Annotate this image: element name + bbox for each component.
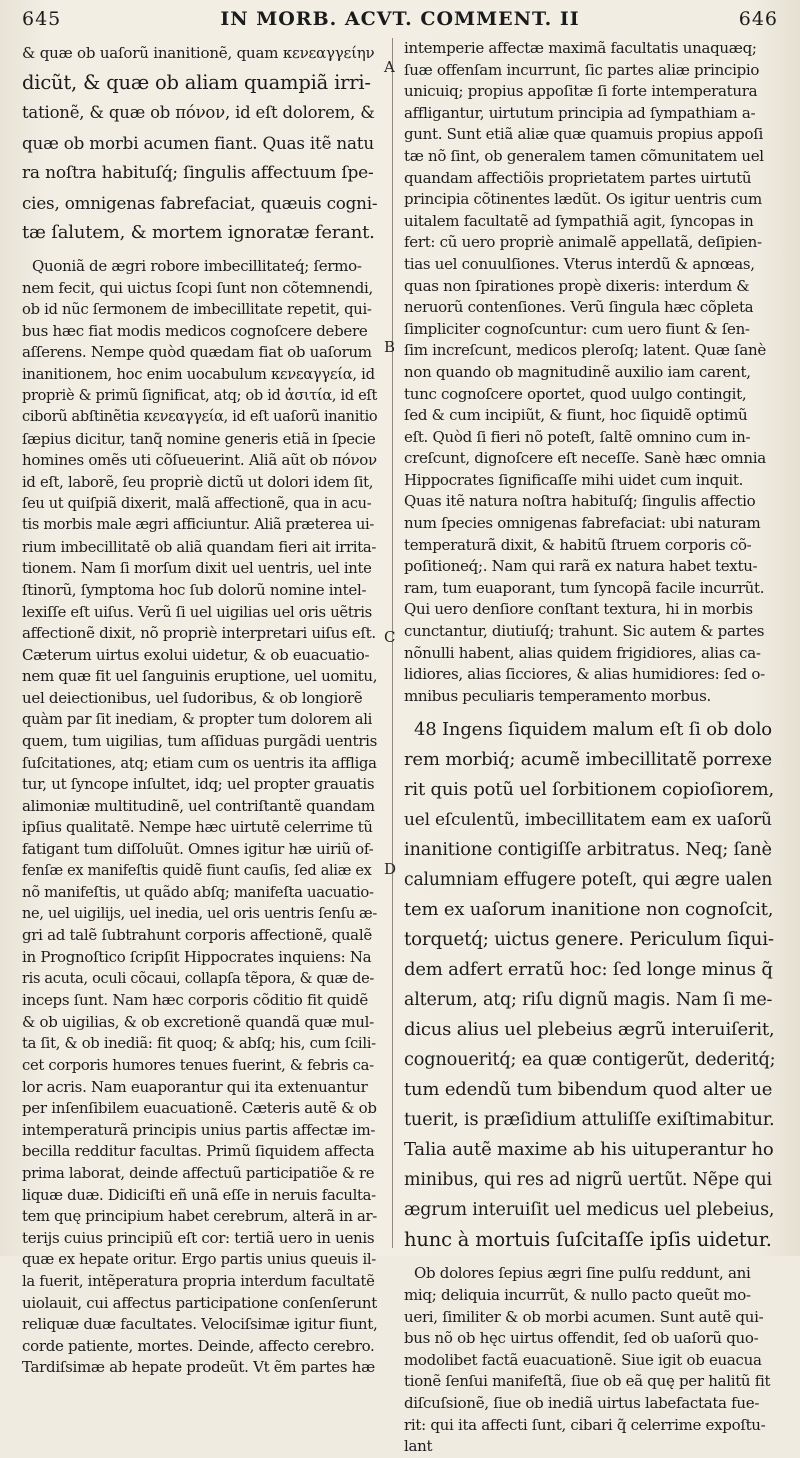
text-line: non quando ob magnitudinẽ auxilio iam carent,	[404, 362, 751, 381]
text-line: tis morbis male ægri afficiuntur. Aliã præterea ui-	[22, 517, 374, 534]
text-line: rit: qui ita affecti ſunt, cibari q̃ celerrime expoſtu-	[404, 1415, 766, 1434]
text-line: & ob uigilias, & ob excretionẽ quandã quæ mul-	[22, 1012, 374, 1031]
text-line: uiolauit, cui affectus participatione conſenſerunt	[22, 1293, 377, 1312]
text-line: in Prognoſtico ſcripſit Hippocrates inquiens: Na	[22, 948, 372, 966]
text-line: bus hæc fiat modis medicos cognoſcere debere	[22, 321, 368, 340]
text-line: quem, tum uigilias, tum aſſiduas purgãdi uentris	[22, 732, 378, 751]
text-line: Quoniã de ægri robore imbecillitateq́; ſermo-	[32, 257, 362, 275]
text-line: ſtinorũ, ſymptoma hoc ſub dolorũ nomine intel-	[22, 580, 367, 599]
text-line: rem morbiq́; acumẽ imbecillitatẽ porrexe	[404, 749, 772, 771]
text-line: affectionẽ dixit, nõ propriè interpretari uiſus eſt.	[22, 624, 376, 643]
right-text-block-3	[404, 1263, 776, 1457]
text-line: lant	[404, 1437, 433, 1456]
text-line: dem adfert erratũ hoc: ſed longe minus q̃	[404, 959, 773, 981]
text-line: dicũt, & quæ ob aliam quampiã irri-	[22, 71, 371, 94]
text-line: per inſenſibilem euacuationẽ. Cæteris autẽ & ob	[22, 1099, 377, 1118]
text-line: ob id nũc ſermonem de imbecillitate repetit, qui-	[22, 301, 372, 319]
text-line: nõ manifeſtis, ut quãdo abſq; manifeſta uacuatio-	[22, 884, 374, 902]
text-line: tias uel conuulſiones. Vterus interdũ & apnœas,	[404, 254, 755, 273]
text-line: ſuæ offenſam incurrunt, ſic partes aliæ principio	[404, 60, 760, 79]
left-text-block-2	[22, 256, 377, 1379]
text-line: nõnulli habent, alias quidem frigidiores, alias ca-	[404, 643, 761, 662]
text-line: gunt. Sunt etiã aliæ quæ quamuis propius appoſi	[404, 125, 763, 144]
text-line: id eſt, laborẽ, ſeu propriè dictũ ut dolori idem ſit,	[22, 473, 374, 491]
text-line: ris acuta, oculi cõcaui, collapſa tẽpora, & quæ de-	[22, 970, 375, 987]
text-line: liquæ duæ. Didiciſti eñ unã eſſe in neruis faculta-	[22, 1186, 376, 1204]
text-line: lor acris. Nam euaporantur qui ita extenuantur	[22, 1077, 368, 1096]
text-line: quæ ex hepate oritur. Ergo partis unius queuis il-	[22, 1251, 376, 1269]
text-line: homines omẽs uti cõſueuerint. Aliã aũt ob πόνον	[22, 451, 377, 470]
text-line: alimoniæ multitudinẽ, uel contriſtantẽ quandam	[22, 796, 375, 815]
text-line: ram, tum euaporant, tum ſyncopã facile incurrũt.	[404, 578, 765, 597]
text-line: becilla redditur facultas. Primũ ſiquidem affecta	[22, 1142, 375, 1161]
text-line: inanitione contigiſſe arbitratus. Neq; ſanè	[404, 840, 772, 861]
text-line: cet corporis humores tenues fuerint, & febris ca-	[22, 1056, 374, 1074]
text-line: ſæpius dicitur, tanq̃ nomine generis etiã in ſpecie	[22, 430, 376, 448]
margin-letter-d: D	[384, 860, 397, 878]
left-text-block-1	[22, 38, 377, 248]
text-line: Tardiſsimæ ab hepate prodeũt. Vt ẽm partes hæ	[22, 1358, 375, 1377]
text-line: tunc cognoſcere oportet, quod uulgo contingit,	[404, 384, 747, 403]
text-line: inanitionem, hoc enim uocabulum κενεαγγεία, id	[22, 365, 375, 383]
text-line: bus nõ ob hęc uirtus offendit, ſed ob uaſorũ quo-	[404, 1329, 759, 1348]
text-line: cies, omnigenas fabrefaciat, quæuis cogni-	[22, 193, 378, 213]
text-line: poſitioneq́;. Nam qui rarã ex natura habet textu-	[404, 557, 758, 576]
text-line: lexiſſe eſt uiſus. Verũ ſi uel uigilias uel oris uẽtris	[22, 603, 372, 621]
column-gutter	[378, 38, 404, 1248]
right-column	[404, 38, 776, 1456]
text-line: tionẽ ſenſui manifeſtã, ſiue ob eã quę per halitũ fit	[404, 1372, 771, 1391]
text-line: tem quę principium habet cerebrum, alterã in ar-	[22, 1208, 377, 1226]
text-line: minibus, qui res ad nigrũ uertũt. Nẽpe qui	[404, 1170, 772, 1191]
text-line: uel deiectionibus, uel ſudoribus, & ob longiorẽ	[22, 688, 363, 707]
text-line: ægrum interuiſit uel medicus uel plebeius,	[404, 1200, 775, 1221]
text-line: Quas itẽ natura noſtra habituſq́; ſingulis affectio	[404, 492, 756, 511]
text-line: 48 Ingens ſiquidem malum eſt ſi ob dolo	[414, 719, 772, 741]
margin-letter-b: B	[384, 338, 396, 356]
text-line: ſed & cum incipiũt, & fiunt, hoc ſiquidẽ optimũ	[404, 406, 748, 425]
text-line: calumniam effugere poteſt, qui ægre ualen	[404, 870, 773, 891]
left-column	[22, 38, 378, 1377]
text-line: gri ad talẽ ſubtrahunt corporis affectionẽ, qualẽ	[22, 926, 372, 945]
text-line: rit quis potũ uel ſorbitionem copioſiorem,	[404, 779, 774, 801]
text-line: hunc à mortuis ſuſcitaſſe ipſis uidetur.	[404, 1228, 772, 1252]
text-line: tationẽ, & quæ ob πόνον, id eſt dolorem, &	[22, 103, 375, 122]
text-line: Cæterum uirtus exolui uidetur, & ob euacuatio-	[22, 645, 370, 664]
text-line: diſcuſsionẽ, ſiue ob inediã uirtus labefactata fue-	[404, 1393, 760, 1412]
text-line: quas non ſpirationes propè dixeris: interdum &	[404, 276, 750, 295]
text-line: tionem. Nam ſi morſum dixit uel uentris, uel inte	[22, 560, 372, 578]
text-line: ueri, ſimiliter & ob morbi acumen. Sunt autẽ qui-	[404, 1307, 764, 1326]
text-line: rium imbecillitatẽ ob aliã quandam fieri ait irrita-	[22, 538, 377, 556]
text-line: principia cõtinentes lædũt. Os igitur uentris cum	[404, 190, 762, 209]
text-line: tur, ut ſyncope inſultet, idq; uel propter grauatis	[22, 775, 375, 794]
text-line: tæ nõ ſint, ob generalem tamen cõmunitatem uel	[404, 146, 764, 165]
text-line: reliquæ duæ facultates. Velociſsimæ igitur fiunt,	[22, 1315, 378, 1334]
text-line: Hippocrates ſignificaſſe mihi uidet cum inquit.	[404, 470, 744, 489]
text-line: uel eſculentũ, imbecillitatem eam ex uaſorũ	[404, 810, 772, 831]
text-line: eſt. Quòd ſi fieri nõ poteſt, ſaltẽ omnino cum in-	[404, 427, 751, 446]
text-line: tuerit, is præſidium attuliſſe exiſtimabitur.	[404, 1110, 775, 1131]
text-line: ne, uel uigilijs, uel inedia, uel oris uentris ſenſu æ-	[22, 905, 377, 922]
text-line: terijs cuius principiũ eſt cor: tertiã uero in uenis	[22, 1228, 375, 1247]
right-text-block-2	[404, 715, 776, 1255]
text-line: affligantur, uirtutum principia ad ſympathiam a-	[404, 103, 756, 122]
text-line: mnibus peculiaris temperamento morbus.	[404, 686, 711, 705]
text-line: ſuſcitationes, atq; etiam cum os uentris ita affliga	[22, 754, 377, 772]
text-line: quæ ob morbi acumen fiant. Quas itẽ natu	[22, 133, 374, 153]
text-line: nem fecit, qui uictus ſcopi ſunt non cõtemnendi,	[22, 278, 374, 297]
text-line: intemperie affectæ maximã facultatis unaquæq;	[404, 39, 757, 57]
text-line: temperaturã dixit, & habitũ ſtruem corporis cõ-	[404, 535, 752, 554]
text-line: ta ſit, & ob inediã: fit quoq; & abſq; his, cum ſcili-	[22, 1035, 376, 1053]
text-line: prima laborat, deinde affectuũ participatiõe & re	[22, 1164, 375, 1182]
page-number-left: 645	[22, 8, 62, 30]
text-line: modolibet factã euacuationẽ. Siue igit ob euacua	[404, 1350, 762, 1369]
running-title: IN MORB. ACVT. COMMENT. II	[220, 8, 580, 30]
margin-letter-c: C	[384, 628, 396, 646]
text-line: corde patiente, mortes. Deinde, affecto cerebro.	[22, 1336, 375, 1355]
text-line: fert: cũ uero propriè animalẽ appellatã, deſipien-	[404, 233, 762, 252]
text-line: uitalem facultatẽ ad ſympathiã agit, ſyncopas in	[404, 211, 754, 230]
text-line: la fuerit, intẽperatura propria interdum facultatẽ	[22, 1272, 375, 1290]
text-line: Ob dolores ſepius ægri ſine pulſu reddunt, ani	[414, 1264, 751, 1283]
text-line: cunctantur, diutiuſq́; trahunt. Sic autem & partes	[404, 622, 765, 641]
text-line: ſeu ut quiſpiã dixerit, malã affectionẽ, qua in acu-	[22, 495, 372, 512]
text-line: neruorũ contenſiones. Verũ ſingula hæc cõpleta	[404, 298, 754, 317]
text-line: nem quæ fit uel ſanguinis eruptione, uel uomitu,	[22, 667, 378, 686]
right-text-block-1	[404, 38, 776, 707]
text-line: ciborũ abſtinẽtia κενεαγγεία, id eſt uaſorũ inanitio	[22, 409, 378, 426]
text-line: intemperaturã principis unius partis affectæ im-	[22, 1120, 376, 1139]
text-line: Qui uero denſiore conſtant textura, hi in morbis	[404, 600, 753, 619]
margin-letter-a: A	[384, 58, 395, 76]
text-line: tæ ſalutem, & mortem ignoratæ ferant.	[22, 222, 375, 243]
page-header	[22, 8, 778, 34]
text-line: dicus alius uel plebeius ægrũ interuiſerit,	[404, 1019, 775, 1041]
text-line: alterum, atq; riſu dignũ magis. Nam ſi me-	[404, 990, 773, 1011]
text-line: ſim increſcunt, medicos pleroſq; latent. Quæ ſanè	[404, 341, 766, 360]
text-line: Talia autẽ maxime ab his uituperantur ho	[404, 1139, 774, 1161]
text-line: creſcunt, dignoſcere eſt neceſſe. Sanè hæc omnia	[404, 449, 766, 468]
text-line: num ſpecies omnigenas fabrefaciat: ubi naturam	[404, 514, 761, 533]
text-line: inceps ſunt. Nam hæc corporis cõditio fit quidẽ	[22, 991, 368, 1010]
text-line: & quæ ob uaſorũ inanitionẽ, quam κενεαγγείην	[22, 44, 375, 62]
text-line: quàm par ſit inediam, & propter tum dolorem ali	[22, 711, 373, 729]
text-line: torquetq́; uictus genere. Periculum ſiqui-	[404, 929, 774, 951]
text-line: fenſæ ex manifeſtis quidẽ fiunt cauſis, ſed aliæ ex	[22, 862, 372, 879]
text-line: ra noſtra habituſq́; ſingulis affectuum ſpe-	[22, 163, 374, 183]
text-line: quandam affectiõis proprietatem partes uirtutũ	[404, 168, 752, 187]
text-line: aſſerens. Nempe quòd quædam fiat ob uaſorum	[22, 343, 372, 362]
text-line: lidiores, alias ſicciores, & alias humidiores: ſed o-	[404, 665, 765, 684]
page-number-right: 646	[738, 8, 778, 30]
text-line: fatigant tum diſſoluũt. Omnes igitur hæ uiriũ of-	[22, 840, 374, 859]
text-line: cognoueritq́; ea quæ contigerũt, dederitq́;	[404, 1050, 776, 1071]
text-line: propriè & primũ ſignificat, atq; ob id ἀσιτία, id eſt	[22, 387, 378, 404]
text-line: ipſius qualitatẽ. Nempe hæc uirtutẽ celerrime tũ	[22, 819, 373, 837]
text-line: tem ex uaſorum inanitione non cognoſcit,	[404, 899, 774, 921]
text-line: unicuiq; propius appoſitæ ſi forte intemperatura	[404, 82, 758, 101]
text-line: miq; deliquia incurrũt, & nullo pacto queũt mo-	[404, 1286, 751, 1304]
text-line: ſimpliciter cognoſcuntur: cum uero fiunt & ſen-	[404, 319, 750, 338]
text-line: tum edendũ tum bibendum quod alter ue	[404, 1079, 773, 1101]
